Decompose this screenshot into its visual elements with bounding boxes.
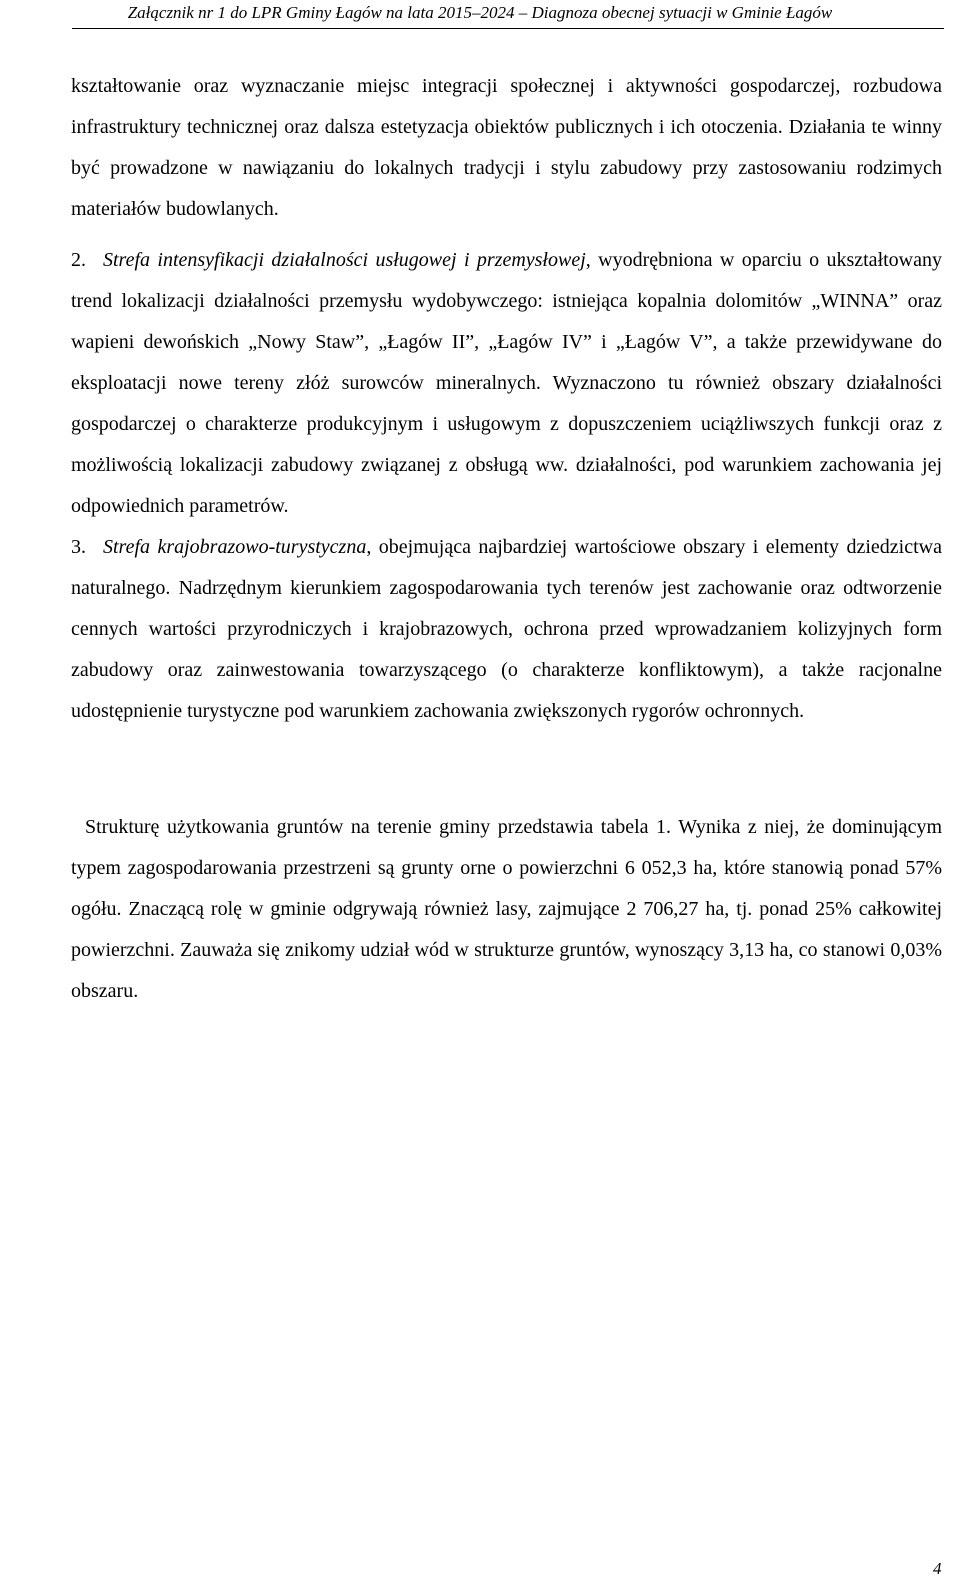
zone-description: , obejmująca najbardziej wartościowe obszary i elementy dziedzictwa naturalnego. Nadrzędnym kierunkiem zagospodarowania tych terenów jest zachowanie oraz odtworzenie cennych wartości przyrodniczych i krajobrazowych, ochrona przed wprowadzaniem kolizyjnych form zabudowy oraz zainwestowania towarzyszącego (o charakterze konfliktowym), a także racjonalne udostępnienie turystyczne pod warunkiem zachowania zwiększonych rygorów ochronnych. [71, 536, 942, 722]
zone-list [71, 240, 942, 732]
running-header: Załącznik nr 1 do LPR Gminy Łagów na lata 2015–2024 – Diagnoza obecnej sytuacji w Gminie Łagów [127, 3, 833, 22]
zone-description: , wyodrębniona w oparciu o ukształtowany trend lokalizacji działalności przemysłu wydobywczego: istniejąca kopalnia dolomitów „WINNA” oraz wapieni dewońskich „Nowy Staw”, „Łagów II”, „Łagów IV” i „Łagów V”, a także przewidywane do eksploatacji nowe tereny złóż surowców mineralnych. Wyznaczono tu również obszary działalności gospodarczej o charakterze produkcyjnym i usługowym z dopuszczeniem uciążliwszych funkcji oraz z możliwością lokalizacji zabudowy związanej z obsługą ww. działalności, pod warunkiem zachowania jej odpowiednich parametrów. [71, 249, 942, 517]
zone-title: Strefa intensyfikacji działalności usługowej i przemysłowej [103, 249, 586, 271]
list-item-zone-3 [71, 527, 942, 732]
paragraph-continuation: kształtowanie oraz wyznaczanie miejsc integracji społecznej i aktywności gospodarczej, rozbudowa infrastruktury technicznej oraz dalsza estetyzacja obiektów publicznych i ich otoczenia. Działania te winny być prowadzone w nawiązaniu do lokalnych tradycji i stylu zabudowy przy zastosowaniu rodzimych materiałów budowlanych. [71, 75, 942, 220]
list-item-number: 3. [71, 536, 86, 558]
paragraph-land-use: Strukturę użytkowania gruntów na terenie gminy przedstawia tabela 1. Wynika z niej, że dominującym typem zagospodarowania przestrzeni są grunty orne o powierzchni 6 052,3 ha, które stanowią ponad 57% ogółu. Znaczącą rolę w gminie odgrywają również lasy, zajmujące 2 706,27 ha, tj. ponad 25% całkowitej powierzchni. Zauważa się znikomy udział wód w strukturze gruntów, wynoszący 3,13 ha, co stanowi 0,03% obszaru. [71, 816, 942, 1002]
zone-title: Strefa krajobrazowo-turystyczna [103, 536, 367, 558]
page-number: 4 [933, 1559, 942, 1578]
header-rule [72, 28, 944, 29]
list-item-zone-2 [71, 240, 942, 527]
list-item-number: 2. [71, 249, 86, 271]
